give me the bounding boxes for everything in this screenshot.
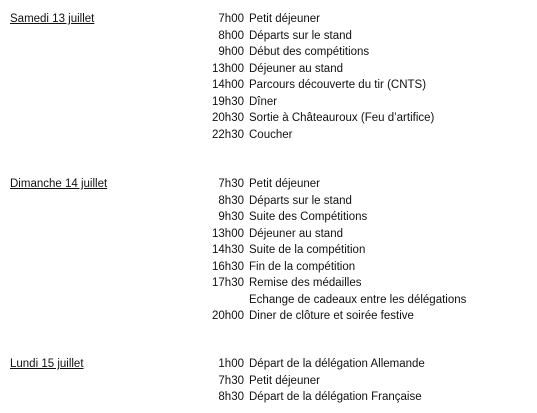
event-description: Déjeuner au stand [249, 62, 343, 75]
event-row [196, 110, 536, 127]
day-label: Lundi 15 juillet [10, 358, 84, 370]
event-description: Départ de la délégation Allemande [249, 358, 425, 370]
event-row [196, 292, 536, 309]
event-description: Petit déjeuner [249, 374, 320, 387]
event-time: 22h30 [212, 128, 244, 141]
event-description: Déjeuner au stand [249, 227, 343, 240]
event-description: Remise des médailles [249, 277, 362, 289]
event-time: 7h30 [218, 178, 244, 190]
event-time: 7h30 [218, 374, 244, 387]
event-time: 8h30 [218, 194, 244, 207]
event-description: Coucher [249, 128, 293, 141]
event-description: Suite des Compétitions [249, 211, 368, 223]
event-row [196, 259, 536, 276]
event-time: 8h30 [218, 391, 244, 403]
event-row [196, 11, 536, 28]
day-label: Dimanche 14 juillet [10, 178, 108, 190]
event-description: Départs sur le stand [249, 29, 352, 42]
event-time: 9h30 [218, 211, 244, 223]
event-list [196, 176, 536, 325]
event-time: 14h30 [212, 244, 244, 256]
event-description: Petit déjeuner [249, 178, 320, 190]
event-description: Fin de la compétition [249, 260, 356, 273]
event-row [196, 275, 536, 292]
event-row [196, 242, 536, 259]
event-time: 20h00 [212, 310, 244, 322]
event-description: Départ de la délégation Française [249, 391, 422, 403]
event-time: 9h00 [218, 46, 244, 58]
event-time: 13h00 [212, 62, 244, 75]
event-time: 1h00 [218, 358, 244, 370]
event-list [196, 356, 536, 406]
event-time: 13h00 [212, 227, 244, 240]
event-time: 14h00 [212, 79, 244, 91]
event-row [196, 226, 536, 243]
event-row [196, 127, 536, 144]
event-time: 17h30 [212, 277, 244, 289]
event-row [196, 44, 536, 61]
event-row [196, 356, 536, 373]
event-list [196, 11, 536, 143]
event-description: Départs sur le stand [249, 194, 352, 207]
event-row [196, 373, 536, 390]
event-time: 7h00 [218, 13, 244, 25]
day-label: Samedi 13 juillet [10, 13, 95, 25]
event-row [196, 193, 536, 210]
event-description: Parcours découverte du tir (CNTS) [249, 79, 427, 91]
event-row [196, 94, 536, 111]
event-time: 8h00 [218, 29, 244, 42]
event-row [196, 28, 536, 45]
event-row [196, 308, 536, 325]
event-description: Diner de clôture et soirée festive [249, 310, 414, 322]
event-row [196, 61, 536, 78]
event-description: Sortie à Châteauroux (Feu d’artifice) [249, 112, 435, 124]
event-row [196, 209, 536, 226]
event-description: Début des compétitions [249, 46, 370, 58]
event-row [196, 176, 536, 193]
event-description: Petit déjeuner [249, 13, 320, 25]
event-row [196, 389, 536, 406]
event-time: 20h30 [212, 112, 244, 124]
event-time: 16h30 [212, 260, 244, 273]
event-description: Dîner [249, 95, 278, 108]
event-time: 19h30 [212, 95, 244, 108]
event-description: Suite de la compétition [249, 244, 366, 256]
event-row [196, 77, 536, 94]
event-description: Echange de cadeaux entre les délégations [249, 293, 467, 306]
